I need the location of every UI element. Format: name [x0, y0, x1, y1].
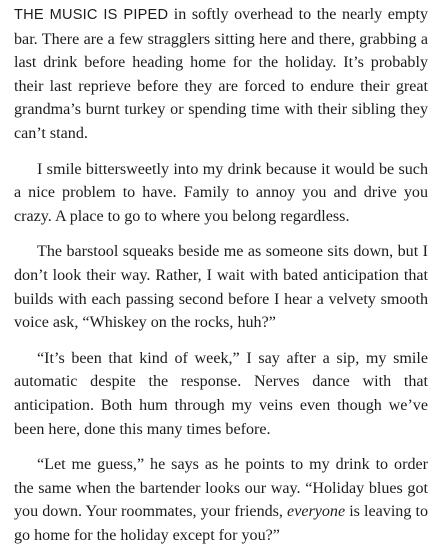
- paragraph-5-text-before: “Let me guess,” he says as he points to my drink to order the same when the bartender looks our way. “Holiday blues got you down. Your roommates, your friends,: [14, 456, 428, 521]
- paragraph-5-text-after: is leaving to go home for the holiday except for you?”: [14, 503, 428, 544]
- paragraph-2: I smile bittersweetly into my drink because it would be such a nice problem to have. Family to annoy you and drive you crazy. A place to go to where you belong regardless.: [14, 160, 428, 225]
- paragraph-1: [14, 3, 428, 146]
- chapter-lead-in: THE MUSIC IS PIPED: [14, 7, 169, 23]
- emphasized-word: everyone: [287, 503, 346, 521]
- paragraph-4: “It’s been that kind of week,” I say after a sip, my smile automatic despite the response. Nerves dance with that anticipation. Both hum through my veins even though we’ve been here, done this many times before.: [14, 349, 428, 438]
- paragraph-5: [14, 453, 428, 547]
- paragraph-3: The barstool squeaks beside me as someone sits down, but I don’t look their way. Rather, I wait with bated anticipation that builds with each passing second before I hear a velvety smooth voice ask, “Whiskey on the rocks, huh?”: [14, 243, 428, 332]
- book-page: [14, 3, 428, 547]
- paragraph-1-text: in softly overhead to the nearly empty bar. There are a few stragglers sitting here and there, grabbing a last drink before heading home for the holiday. It’s probably their last reprieve before they are forced to endure their great grandma’s burnt turkey or spending time with their sibling they can’t stand.: [14, 6, 429, 142]
